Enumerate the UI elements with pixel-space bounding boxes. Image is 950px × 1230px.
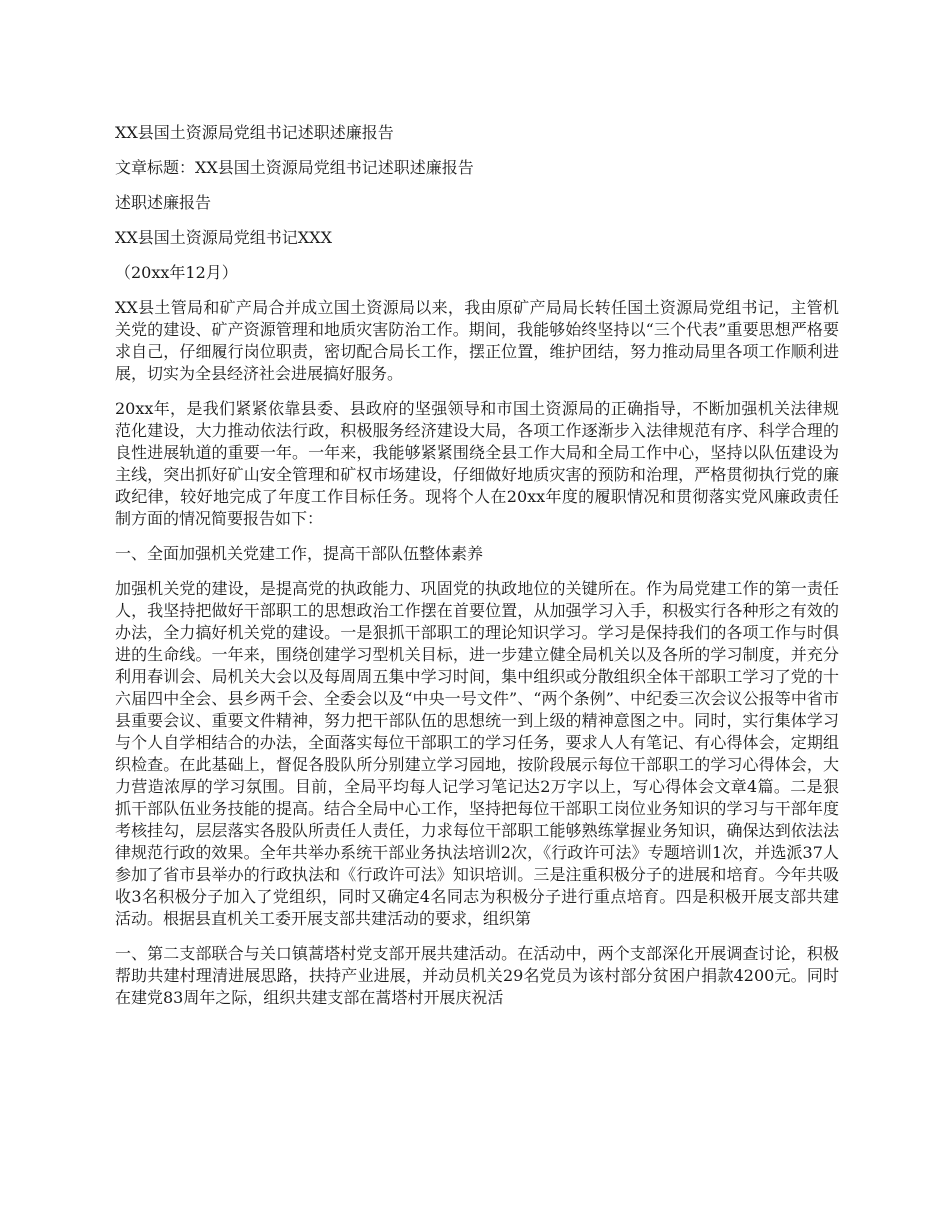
paragraph-party-building: 加强机关党的建设，是提高党的执政能力、巩固党的执政地位的关键所在。作为局党建工作的第一责任人，我坚持把做好干部职工的思想政治工作摆在首要位置，从加强学习入手，积极实行各种形之有效的办法，全力搞好机关党的建设。一是狠抓干部职工的理论知识学习。学习是保持我们的各项工作与时俱进的生命线。一年来，围绕创建学习型机关目标，进一步建立健全局机关以及各所的学习制度，并充分利用春训会、局机关大会以及每周周五集中学习时间，集中组织或分散组织全体干部职工学习了党的十六届四中全会、县乡两千会、全委会以及“中央一号文件”、“两个条例”、中纪委三次会议公报等中省市县重要会议、重要文件精神，努力把干部队伍的思想统一到上级的精神意图之中。同时，实行集体学习与个人自学相结合的办法，全面落实每位干部职工的学习任务，要求人人有笔记、有心得体会，定期组织检查。在此基础上，督促各股队所分别建立学习园地，按阶段展示每位干部职工的学习心得体会，大力营造浓厚的学习氛围。目前，全局平均每人记学习笔记达2万字以上，写心得体会文章4篇。二是狠抓干部队伍业务技能的提高。结合全局中心工作，坚持把每位干部职工岗位业务知识的学习与干部年度考核挂勾，层层落实各股队所责任人责任，力求每位干部职工能够熟练掌握业务知识，确保达到依法法律规范行政的效果。全年共举办系统干部业务执法培训2次，《行政许可法》专题培训1次，并选派37人参加了省市县举办的行政执法和《行政许可法》知识培训。三是注重积极分子的进展和培育。今年共吸收3名积极分子加入了党组织，同时又确定4名同志为积极分子进行重点培育。四是积极开展支部共建活动。根据县直机关工委开展支部共建活动的要求，组织第 bbox=[115, 579, 839, 928]
document-page bbox=[115, 122, 839, 1022]
paragraph-intro: XX县土管局和矿产局合并成立国土资源局以来，我由原矿产局局长转任国土资源局党组书记，主管机关党的建设、矿产资源管理和地质灾害防治工作。期间，我能够始终坚持以“三个代表”重要思想严格要求自己，仔细履行岗位职责，密切配合局长工作，摆正位置，维护团结，努力推动局里各项工作顺利进展，切实为全县经济社会进展搞好服务。 bbox=[115, 298, 839, 383]
paragraph-joint-activity: 一、第二支部联合与关口镇蒿塔村党支部开展共建活动。在活动中，两个支部深化开展调查讨论，积极帮助共建村理清进展思路，扶持产业进展，并动员机关29名党员为该村部分贫困户捐款4200元。同时在建党83周年之际，组织共建支部在蒿塔村开展庆祝活 bbox=[115, 944, 839, 1007]
article-title-line: 文章标题：XX县国土资源局党组书记述职述廉报告 bbox=[115, 158, 474, 177]
author-line: XX县国土资源局党组书记XXX bbox=[115, 228, 332, 247]
document-title: XX县国土资源局党组书记述职述廉报告 bbox=[115, 123, 394, 142]
report-name: 述职述廉报告 bbox=[115, 193, 212, 212]
paragraph-overview: 20xx年，是我们紧紧依靠县委、县政府的坚强领导和市国土资源局的正确指导，不断加强机关法律规范化建设，大力推动依法行政，积极服务经济建设大局，各项工作逐渐步入法律规范有序、科学合理的良性进展轨道的重要一年。一年来，我能够紧紧围绕全县工作大局和全局工作中心，坚持以队伍建设为主线，突出抓好矿山安全管理和矿权市场建设，仔细做好地质灾害的预防和治理，严格贯彻执行党的廉政纪律，较好地完成了年度工作目标任务。现将个人在20xx年度的履职情况和贯彻落实党风廉政责任制方面的情况简要报告如下： bbox=[115, 399, 839, 528]
date-line: （20xx年12月） bbox=[115, 263, 238, 282]
section-heading-1: 一、全面加强机关党建工作，提高干部队伍整体素养 bbox=[115, 544, 484, 563]
